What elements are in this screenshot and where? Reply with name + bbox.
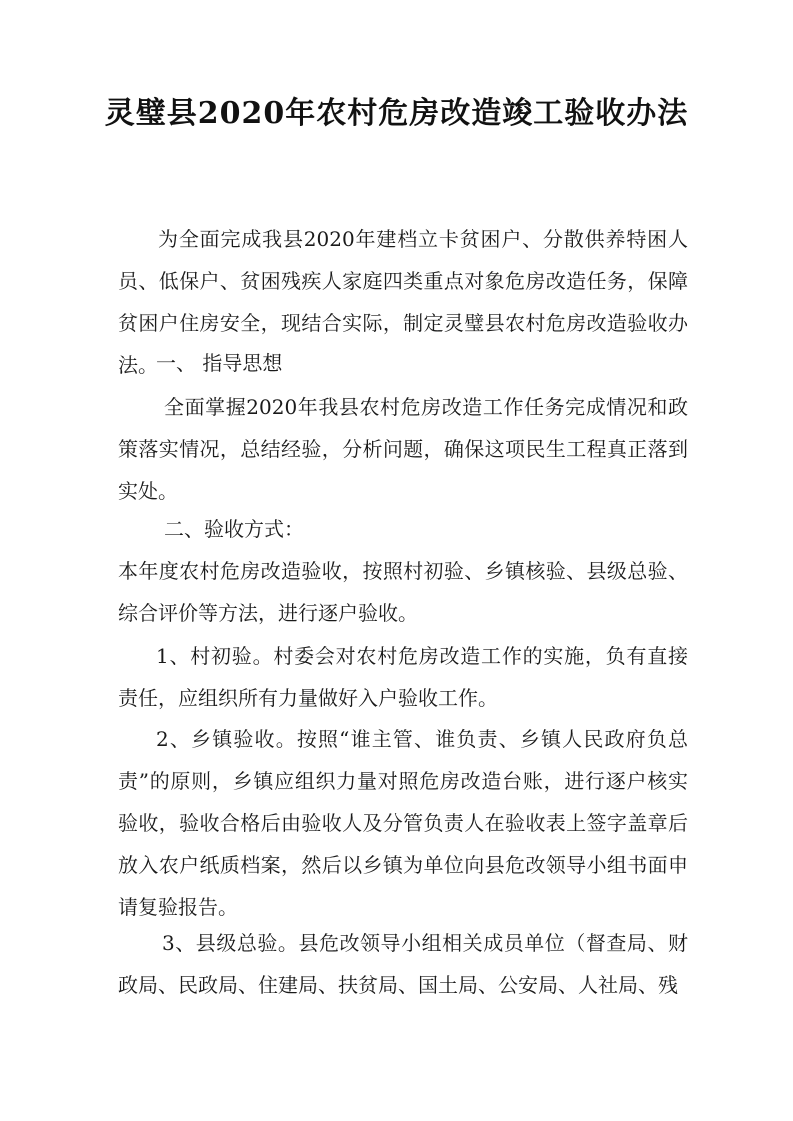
section-body-guiding-ideology: 全面掌握2020年我县农村危房改造工作任务完成情况和政策落实情况，总结经验，分析问题，确保这项民生工程真正落到实处。 [118, 395, 688, 503]
item-township-inspection: 2、乡镇验收。按照“谁主管、谁负责、乡镇人民政府负总责”的原则，乡镇应组织力量对照危房改造台账，进行逐户核实验收，验收合格后由验收人及分管负责人在验收表上签字盖章后放入农户纸质档案，然后以乡镇为单位向县危改领导小组书面申请复验报告。 [118, 727, 688, 919]
item-county-inspection: 3、县级总验。县危改领导小组相关成员单位（督查局、财政局、民政局、住建局、扶贫局、国土局、公安局、人社局、残 [118, 931, 688, 997]
section-body-acceptance-method: 本年度农村危房改造验收，按照村初验、乡镇核验、县级总验、综合评价等方法，进行逐户验收。 [118, 559, 688, 625]
section-heading-acceptance-method: 二、验收方式： [164, 517, 304, 541]
document-title: 灵璧县2020年农村危房改造竣工验收办法 [104, 96, 689, 131]
intro-paragraph: 为全面完成我县2020年建档立卡贫困户、分散供养特困人员、低保户、贫困残疾人家庭四类重点对象危房改造任务，保障贫困户住房安全，现结合实际，制定灵璧县农村危房改造验收办法。 [118, 227, 688, 377]
section-heading-guiding-ideology: 一、 指导思想 [156, 351, 283, 375]
item-village-inspection: 1、村初验。村委会对农村危房改造工作的实施，负有直接责任，应组织所有力量做好入户验收工作。 [118, 644, 688, 710]
